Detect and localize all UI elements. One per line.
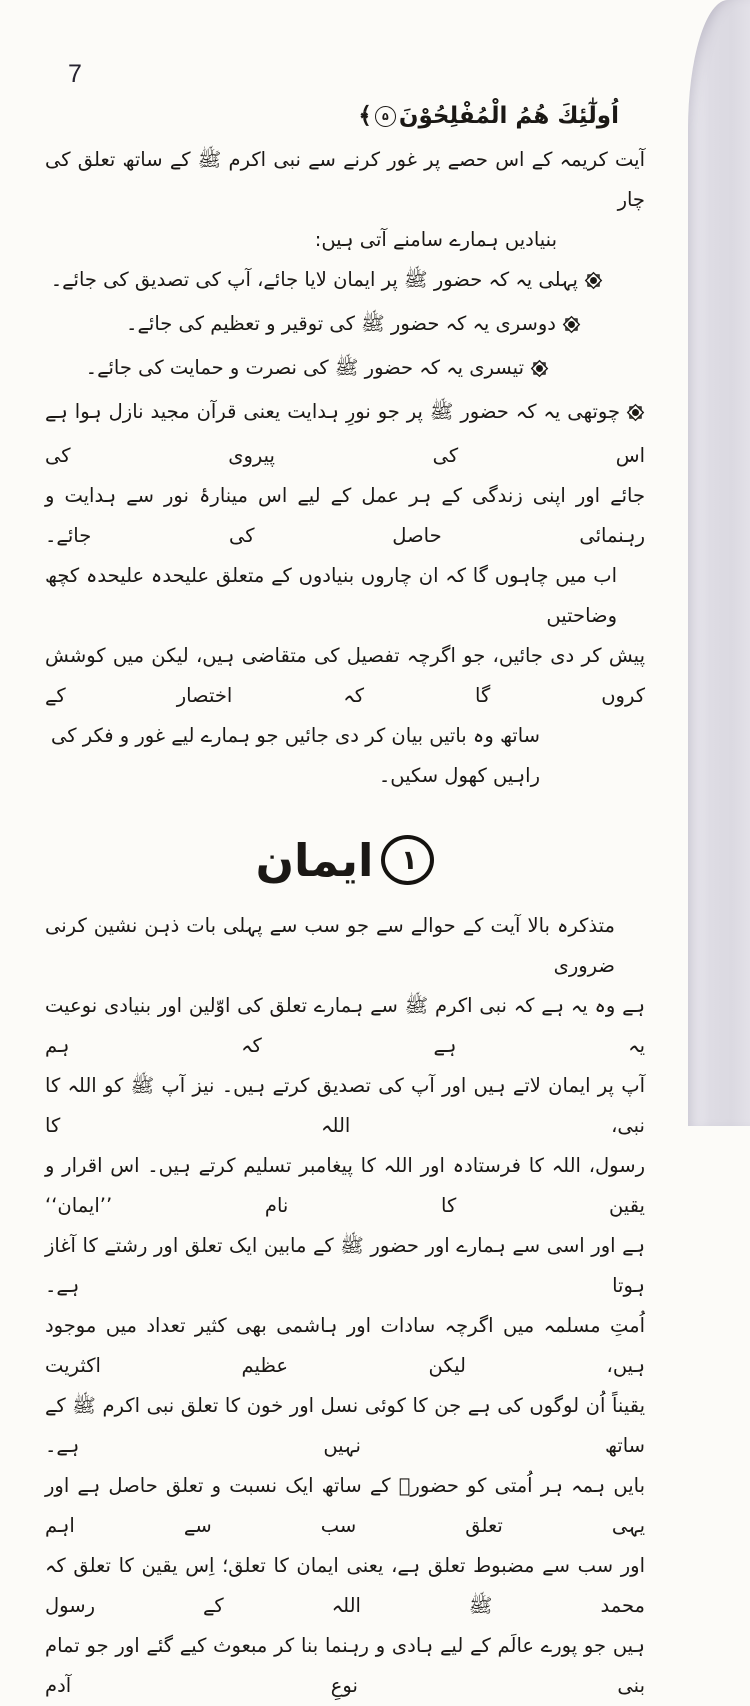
bullet-text: تیسری یہ کہ حضور ﷺ کی نصرت و حمایت کی جائے۔	[85, 356, 524, 379]
arabic-verse	[45, 96, 619, 136]
star-bullet-icon	[530, 352, 549, 392]
intro-line: آیت کریمہ کے اس حصے پر غور کرنے سے نبی اکرم ﷺ کے ساتھ تعلق کی چار	[45, 148, 645, 211]
text-column	[45, 0, 645, 1706]
bullet-text: چوتھی یہ کہ حضور ﷺ پر جو نورِ ہدایت یعنی قرآن مجید نازل ہوا ہے اس کی پیروی کی	[45, 400, 645, 467]
body-line: ہیں جو پورے عالَم کے لیے ہادی و رہنما بنا کر مبعوث کیے گئے اور جو تمام بنی نوعِ آدم	[45, 1634, 645, 1697]
verse-closing-bracket: ﴾	[358, 103, 372, 129]
bullet-continuation-line: جائے اور اپنی زندگی کے ہر عمل کے لیے اس مینارۂ نور سے ہدایت و رہنمائی حاصل کی جائے۔	[45, 484, 645, 547]
paragraph-line: ساتھ وہ باتیں بیان کر دی جائیں جو ہمارے لیے غور و فکر کی راہیں کھول سکیں۔	[50, 724, 540, 787]
star-bullet-icon	[562, 308, 581, 348]
body-line: رسول، اللہ کا فرستادہ اور اللہ کا پیغامبر تسلیم کرتے ہیں۔ اس اقرار و یقین کا نام ’’ایمان‘‘	[45, 1154, 645, 1217]
body-line: ہے وہ یہ ہے کہ نبی اکرم ﷺ سے ہمارے تعلق کی اوّلین اور بنیادی نوعیت یہ ہے کہ ہم	[45, 994, 645, 1057]
body-line: ہے اور اسی سے ہمارے اور حضور ﷺ کے مابین ایک تعلق اور رشتے کا آغاز ہوتا ہے۔	[45, 1234, 645, 1297]
body-line: متذکرہ بالا آیت کے حوالے سے جو سب سے پہلی بات ذہن نشین کرنی ضروری	[45, 914, 615, 977]
intro-line: بنیادیں ہمارے سامنے آتی ہیں:	[314, 228, 557, 251]
page-number: 7	[68, 60, 82, 88]
body-line: آپ پر ایمان لاتے ہیں اور آپ کی تصدیق کرتے ہیں۔ نیز آپ ﷺ کو اللہ کا نبی، اللہ کا	[45, 1074, 645, 1137]
body-line: بایں ہمہ ہر اُمتی کو حضورؐ کے ساتھ ایک نسبت و تعلق حاصل ہے اور یہی تعلق سب سے اہم	[45, 1474, 645, 1537]
ayah-number-circle: ۵	[375, 106, 396, 127]
section-title: ایمان	[255, 833, 374, 887]
verse-text: اُولٰٓئِكَ هُمُ الْمُفْلِحُوْنَ	[398, 103, 619, 129]
star-bullet-icon	[626, 396, 645, 436]
body-line: یقیناً اُن لوگوں کی ہے جن کا کوئی نسل اور خون کا تعلق نبی اکرم ﷺ کے ساتھ نہیں ہے۔	[45, 1394, 645, 1457]
bullet-item	[45, 260, 603, 304]
section-heading	[45, 820, 645, 900]
bullet-item	[45, 392, 645, 476]
bullet-text: پہلی یہ کہ حضور ﷺ پر ایمان لایا جائے، آپ کی تصدیق کی جائے۔	[50, 268, 578, 291]
bullet-item	[45, 348, 549, 392]
bullet-text: دوسری یہ کہ حضور ﷺ کی توقیر و تعظیم کی جائے۔	[126, 312, 556, 335]
section-number-circle: ۱	[381, 835, 434, 885]
page-edge-shadow	[688, 0, 750, 1126]
paragraph-line: پیش کر دی جائیں، جو اگرچہ تفصیل کی متقاضی ہیں، لیکن میں کوشش کروں گا کہ اختصار کے	[45, 644, 645, 707]
body-line: اُمتِ مسلمہ میں اگرچہ سادات اور ہاشمی بھی کثیر تعداد میں موجود ہیں، لیکن عظیم اکثریت	[45, 1314, 645, 1377]
body-line: اور سب سے مضبوط تعلق ہے، یعنی ایمان کا تعلق؛ اِس یقین کا تعلق کہ محمد ﷺ اللہ کے رسول	[45, 1554, 645, 1617]
star-bullet-icon	[584, 264, 603, 304]
bullet-item	[45, 304, 581, 348]
paragraph-line: اب میں چاہوں گا کہ ان چاروں بنیادوں کے متعلق علیحدہ علیحدہ کچھ وضاحتیں	[45, 564, 617, 627]
